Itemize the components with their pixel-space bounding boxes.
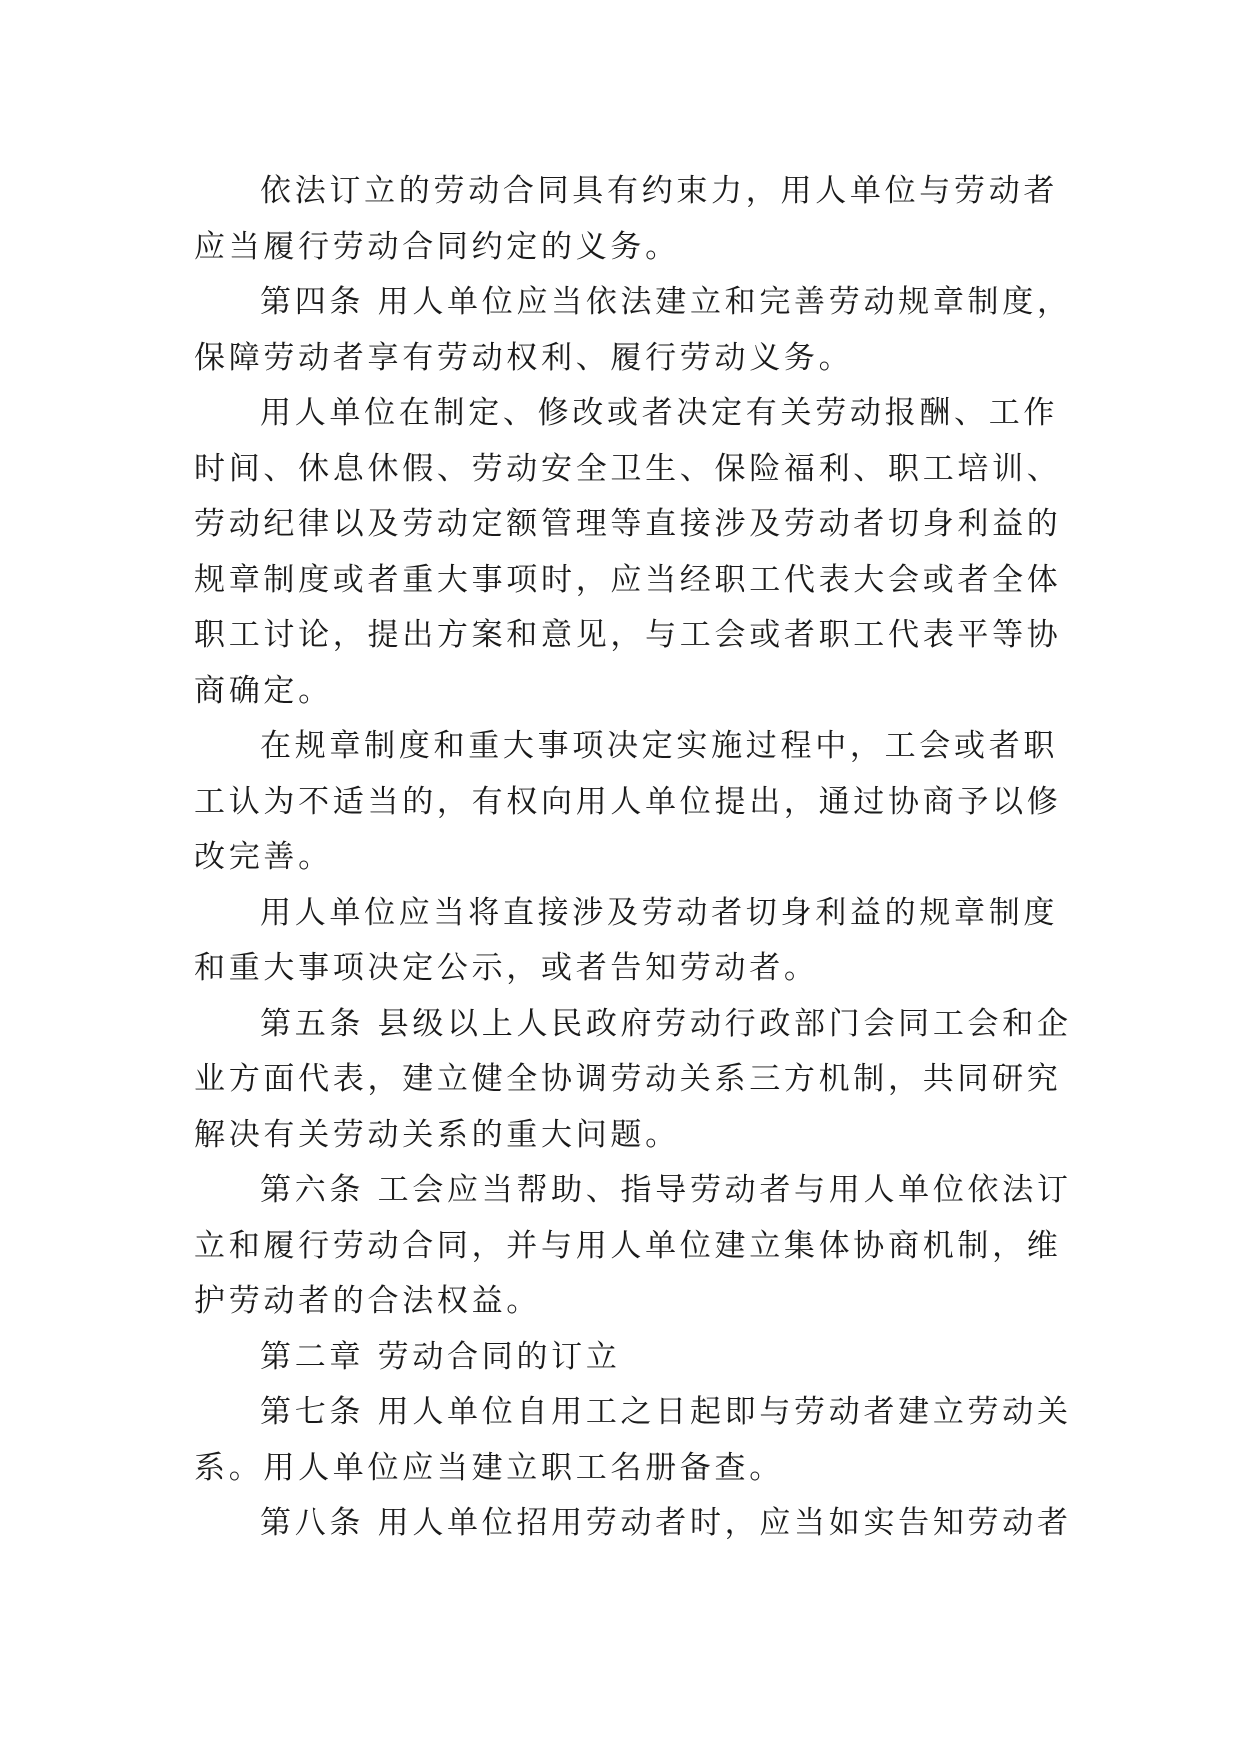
- paragraph-article-6: 第六条 工会应当帮助、指导劳动者与用人单位依法订立和履行劳动合同，并与用人单位建立集体协商机制，维护劳动者的合法权益。: [194, 1172, 1072, 1319]
- paragraph-union-objection: 在规章制度和重大事项决定实施过程中，工会或者职工认为不适当的，有权向用人单位提出，通过协商予以修改完善。: [194, 728, 1062, 875]
- paragraph-article-4: 第四条 用人单位应当依法建立和完善劳动规章制度，保障劳动者享有劳动权利、履行劳动义务。: [194, 284, 1072, 376]
- paragraph-rules-consultation: 用人单位在制定、修改或者决定有关劳动报酬、工作时间、休息休假、劳动安全卫生、保险福利、职工培训、劳动纪律以及劳动定额管理等直接涉及劳动者切身利益的规章制度或者重大事项时，应当经职工代表大会或者全体职工讨论，提出方案和意见，与工会或者职工代表平等协商确定。: [194, 395, 1062, 709]
- chapter-2-heading: 第二章 劳动合同的订立: [260, 1338, 621, 1375]
- paragraph-contract-binding: 依法订立的劳动合同具有约束力，用人单位与劳动者应当履行劳动合同约定的义务。: [194, 173, 1059, 265]
- paragraph-article-7: 第七条 用人单位自用工之日起即与劳动者建立劳动关系。用人单位应当建立职工名册备查。: [194, 1394, 1072, 1486]
- document-body: [194, 164, 1074, 1552]
- paragraph-article-8: 第八条 用人单位招用劳动者时，应当如实告知劳动者: [260, 1505, 1072, 1541]
- paragraph-rules-publication: 用人单位应当将直接涉及劳动者切身利益的规章制度和重大事项决定公示，或者告知劳动者。: [194, 894, 1059, 986]
- paragraph-article-5: 第五条 县级以上人民政府劳动行政部门会同工会和企业方面代表，建立健全协调劳动关系三方机制，共同研究解决有关劳动关系的重大问题。: [194, 1005, 1072, 1153]
